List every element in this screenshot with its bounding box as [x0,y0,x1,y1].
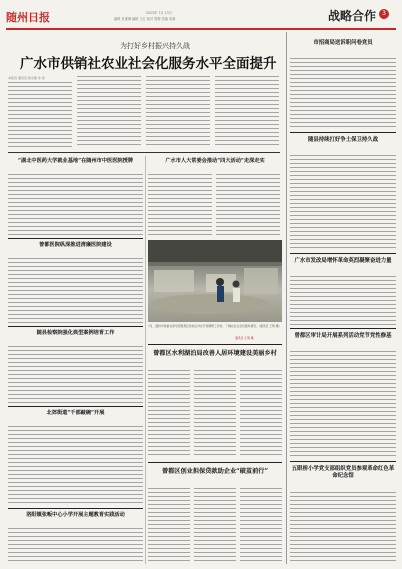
divider-a1 [8,238,143,239]
divider-r3 [290,328,396,329]
main-byline: 本报讯 通讯员 周永刚 李 韧 [8,76,45,80]
article-a2-col-2 [216,174,280,236]
issue-date: 2023年 7月 13日 [146,11,172,15]
article-title-a5 [8,410,143,417]
column-separator-left [145,156,146,564]
article-title-a1-text: “湖北中医药大学就业基地”在随州市中医医院授牌 [18,158,133,164]
article-r4-body [290,351,396,459]
article-a4-body [8,346,143,404]
article-a8-col-1 [148,488,190,564]
article-title-a3-text: 曾都医院纵深推进清廉医院建设 [39,242,112,248]
article-title-a7 [148,350,282,359]
article-a7-col-1 [148,370,190,458]
article-title-a5-text: 北郊街道“千部敲碗”开展 [46,410,105,416]
article-title-a2-text: 广水市人大常委会推动“四大活动”走深走实 [165,158,265,164]
article-a3-body [8,258,143,324]
article-a2-col-1 [148,174,212,236]
page-number: 3 [379,9,389,19]
article-a1-body [8,174,143,236]
article-a6-body [8,528,143,564]
article-title-r2-text: 随县持续打好争土保卫持久战 [307,137,379,143]
article-a7-col-2 [194,370,236,458]
divider-r2 [290,253,396,254]
newspaper-logo: 随州日报 [6,11,50,24]
article-title-r4 [290,333,396,340]
photo-caption: 7月，随州市供销社领导到曾都区供销合作社开展调研工作时，了解农业社会化服务情况。(通讯员 王明 摄) [148,324,280,328]
main-kicker: 为打好乡村振兴持久战 [120,42,190,50]
warehouse-scene [148,240,282,322]
article-title-a4 [8,330,143,337]
article-title-r1-text: 市招商局送诉职问卷竞员 [313,40,373,46]
main-headline: 广水市供销社农业社会化服务水平全面提升 [20,56,277,72]
article-title-r4-text: 曾都区审计局开展系列活动党节党性修基 [294,333,392,339]
article-title-a8 [148,468,282,477]
article-title-a3 [8,242,143,249]
article-title-a1 [8,158,143,165]
article-title-r1 [290,40,396,47]
main-article-end-rule [8,152,280,153]
photo-credit: 通讯员 王明 摄 [235,336,254,340]
article-a5-body [8,426,143,506]
article-title-a6 [8,512,143,519]
article-title-a4-text: 随县检察院强化典型案例培育工作 [36,330,115,336]
article-title-a7-text: 曾都区水利湖泊局改善人居环境建设美丽乡村 [153,350,277,357]
article-title-r2 [290,137,396,144]
divider-r1 [290,132,396,133]
article-r5-body [290,492,396,564]
news-photo [148,240,282,322]
main-article-col-4 [215,76,279,148]
main-article-col-2 [77,76,141,148]
article-a8-col-3 [240,488,282,564]
main-article-col-1 [8,82,72,149]
article-title-r5 [290,466,396,481]
main-article-col-3 [146,76,210,148]
article-title-a8-text: 曾都区创业担保贷款助企业“破茧前行” [161,468,269,475]
article-title-r3-text: 广水市发改局增怀革命英烈凝聚奋进力量 [294,258,392,264]
article-title-r3 [290,258,396,265]
article-r2-body [290,155,396,251]
article-a7-col-3 [240,370,282,458]
masthead [6,4,396,34]
article-title-a2 [148,158,282,165]
article-r1-body [290,58,396,130]
issue-editors: 编辑 肖惠琳 编辑 王红 校对 胡俊 美编 周蓉 [114,17,176,21]
divider-a5 [8,508,143,509]
divider-r4 [290,461,396,462]
divider-photo [148,344,282,345]
article-title-r5-text: 五眼桥小学党支部组织党员参观革命红色革命纪念馆 [291,466,395,480]
section-title: 战略合作 [328,9,377,23]
divider-a3 [8,326,143,327]
column-separator-right [286,32,287,564]
masthead-rule [6,28,396,30]
article-r3-body [290,276,396,326]
divider-a4 [8,406,143,407]
article-a8-col-2 [194,488,236,564]
article-title-a6-text: 洛阳镇张畈中心小学开展主题教育实践活动 [26,512,125,518]
divider-a7 [148,462,282,463]
